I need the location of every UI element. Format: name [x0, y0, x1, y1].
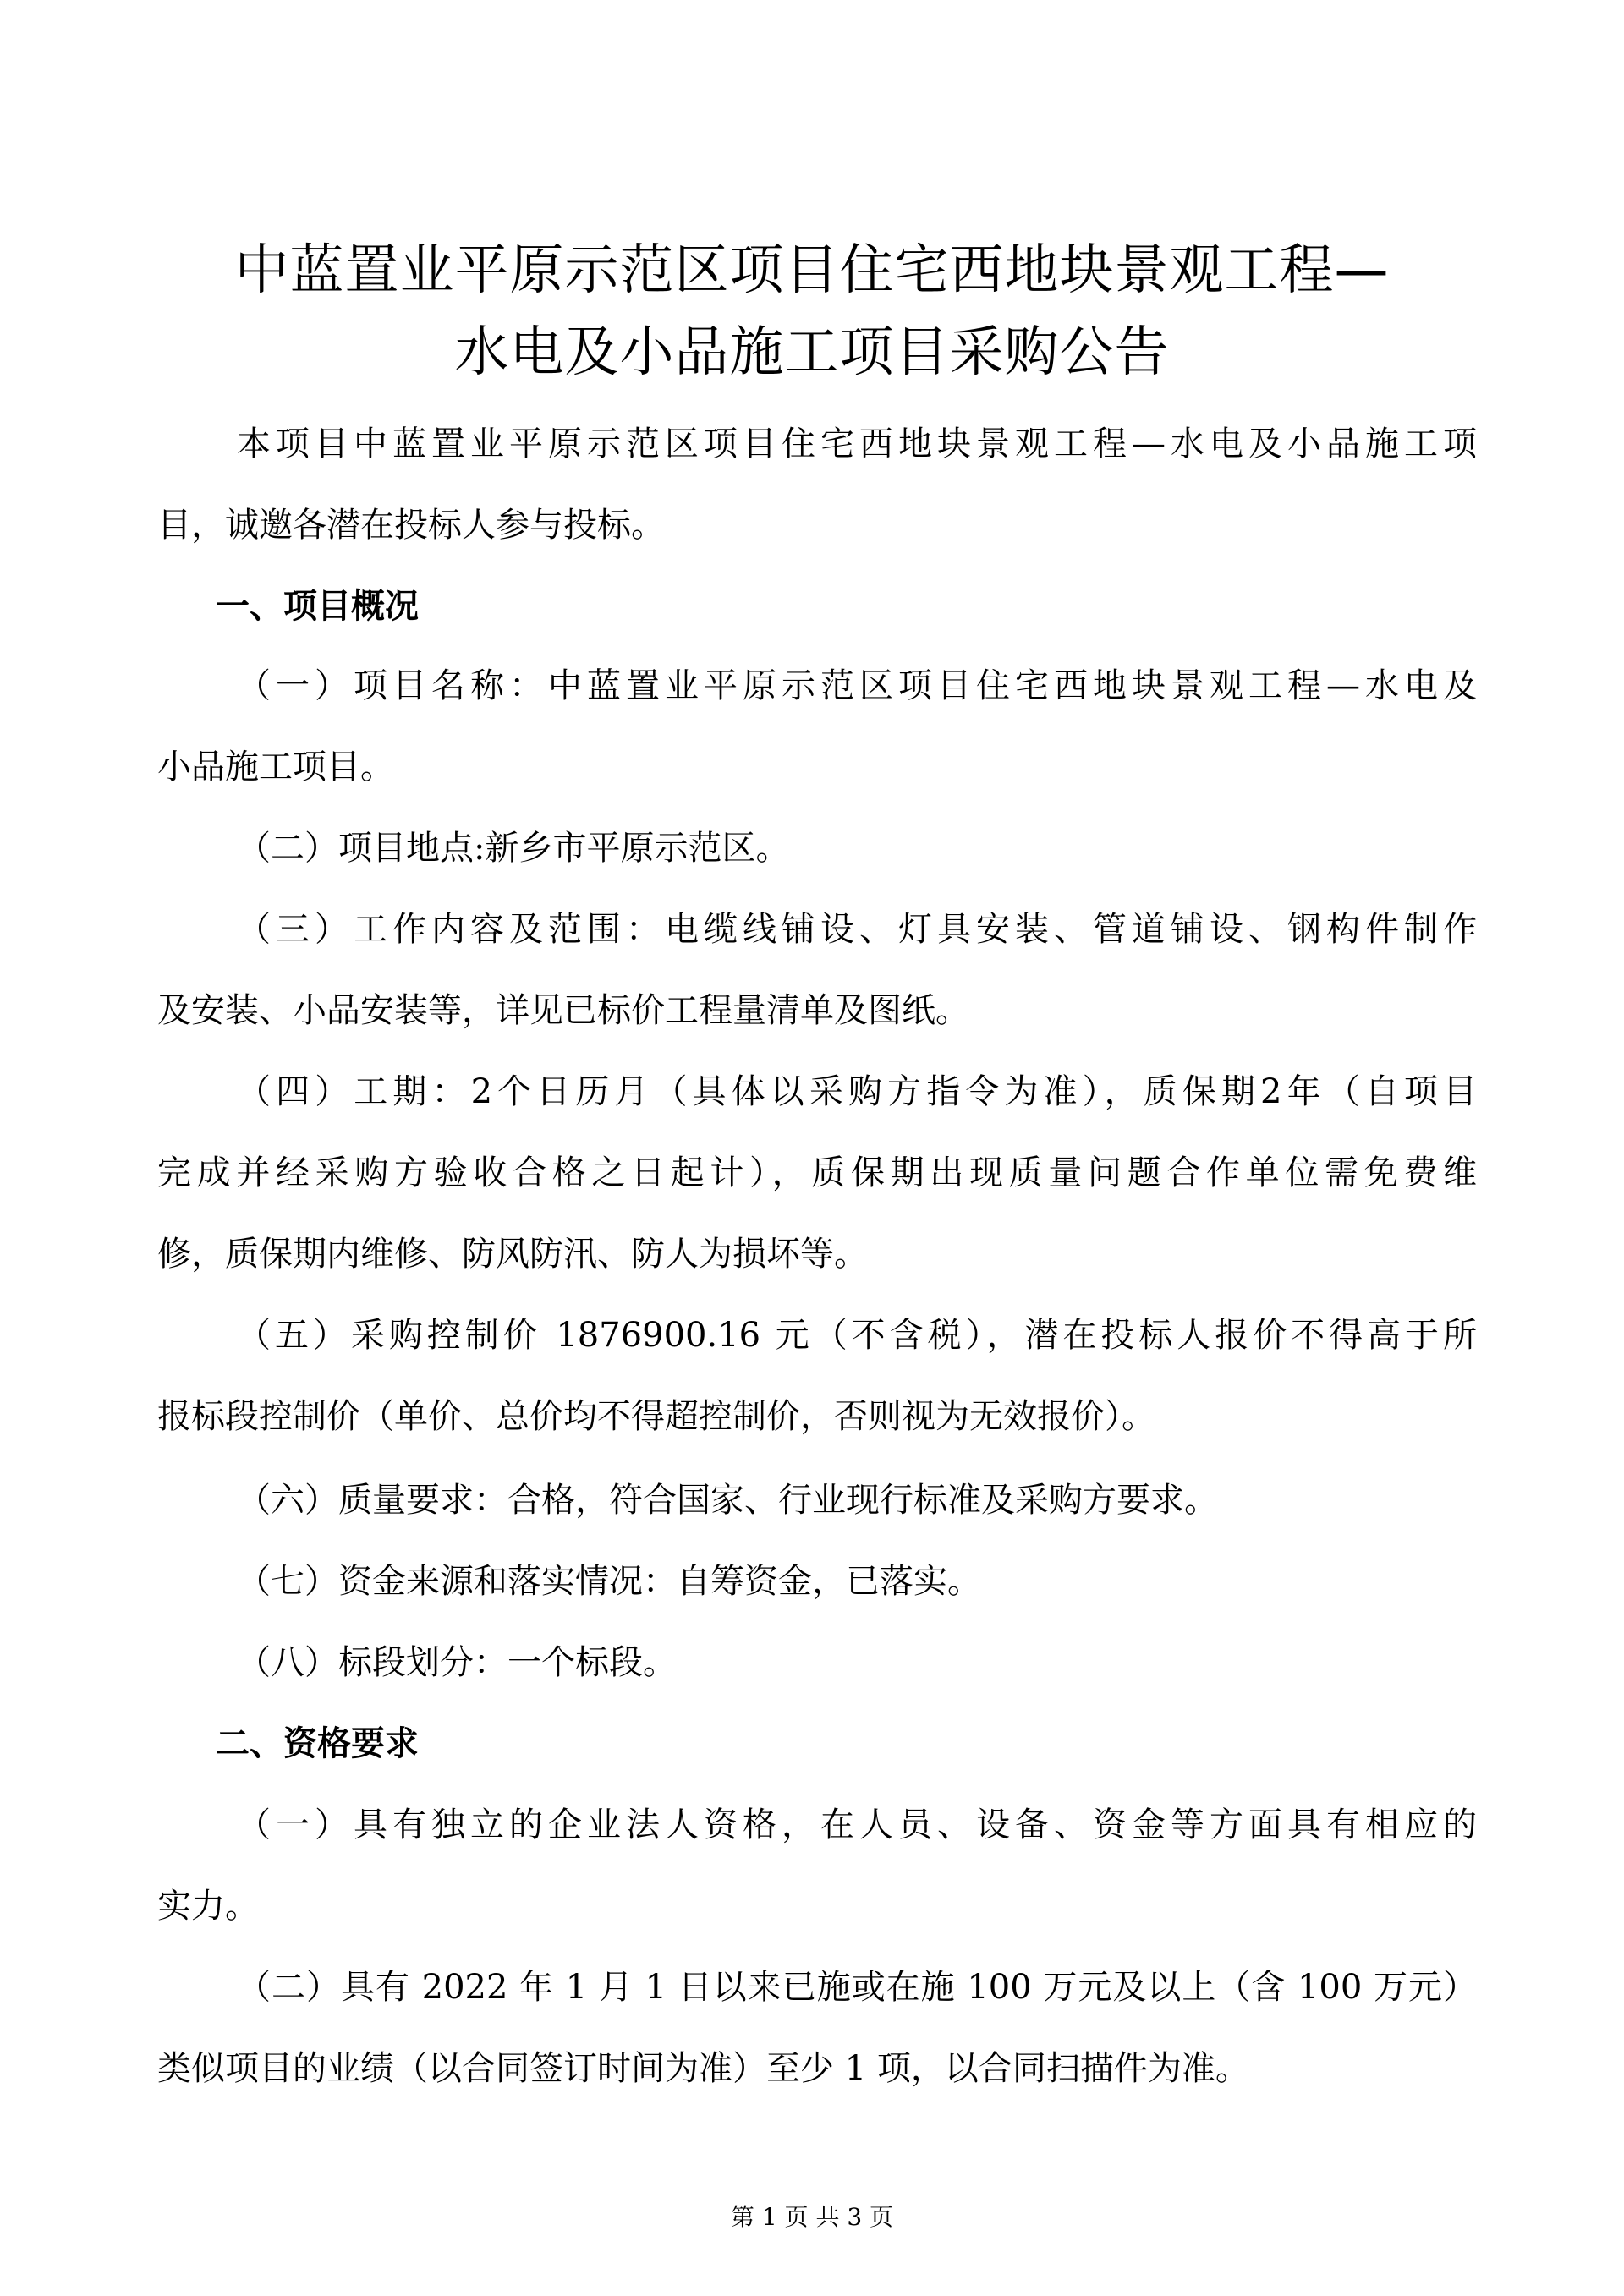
document-title-line-2: 水电及小品施工项目采购公告: [454, 321, 1170, 384]
page-footer: 第 1 页 共 3 页: [730, 2203, 894, 2231]
item-project-location: （二）项目地点:新乡市平原示范区。: [237, 829, 790, 868]
item-funding-source: （七）资金来源和落实情况：自筹资金，已落实。: [237, 1562, 981, 1601]
item-duration-line-3: 修，质保期内维修、防风防汛、防人为损坏等。: [157, 1235, 868, 1274]
document-title-line-1: 中蓝置业平原示范区项目住宅西地块景观工程—: [234, 239, 1390, 302]
item-duration-line-1: （四）工期：2个日历月（具体以采购方指令为准），质保期2年（自项目: [237, 1072, 1477, 1111]
item-work-scope-line-2: 及安装、小品安装等，详见已标价工程量清单及图纸。: [157, 991, 969, 1030]
item-performance-line-2: 类似项目的业绩（以合同签订时间为准）至少 1 项，以合同扫描件为准。: [157, 2049, 1249, 2088]
intro-paragraph-line-1: 本项目中蓝置业平原示范区项目住宅西地块景观工程—水电及小品施工项: [237, 425, 1477, 463]
item-control-price-line-1: （五）采购控制价 1876900.16 元（不含税），潜在投标人报价不得高于所: [237, 1316, 1477, 1355]
item-lot-division: （八）标段划分：一个标段。: [237, 1643, 677, 1682]
item-work-scope-line-1: （三）工作内容及范围：电缆线铺设、灯具安装、管道铺设、钢构件制作: [237, 910, 1477, 949]
item-quality-requirement: （六）质量要求：合格，符合国家、行业现行标准及采购方要求。: [237, 1481, 1218, 1520]
section-heading-qualification: 二、资格要求: [216, 1724, 419, 1763]
item-project-name-line-1: （一）项目名称：中蓝置业平原示范区项目住宅西地块景观工程—水电及: [237, 666, 1477, 705]
item-duration-line-2: 完成并经采购方验收合格之日起计），质保期出现质量问题合作单位需免费维: [157, 1153, 1477, 1192]
intro-paragraph-line-2: 目，诚邀各潜在投标人参与投标。: [157, 506, 665, 545]
item-legal-entity-line-2: 实力。: [157, 1887, 259, 1926]
item-legal-entity-line-1: （一）具有独立的企业法人资格，在人员、设备、资金等方面具有相应的: [237, 1806, 1477, 1844]
section-heading-project-overview: 一、项目概况: [216, 587, 419, 626]
item-control-price-line-2: 报标段控制价（单价、总价均不得超控制价，否则视为无效报价）。: [157, 1397, 1155, 1436]
item-project-name-line-2: 小品施工项目。: [157, 748, 394, 786]
item-performance-line-1: （二）具有 2022 年 1 月 1 日以来已施或在施 100 万元及以上（含 100 万元）: [237, 1968, 1477, 2007]
